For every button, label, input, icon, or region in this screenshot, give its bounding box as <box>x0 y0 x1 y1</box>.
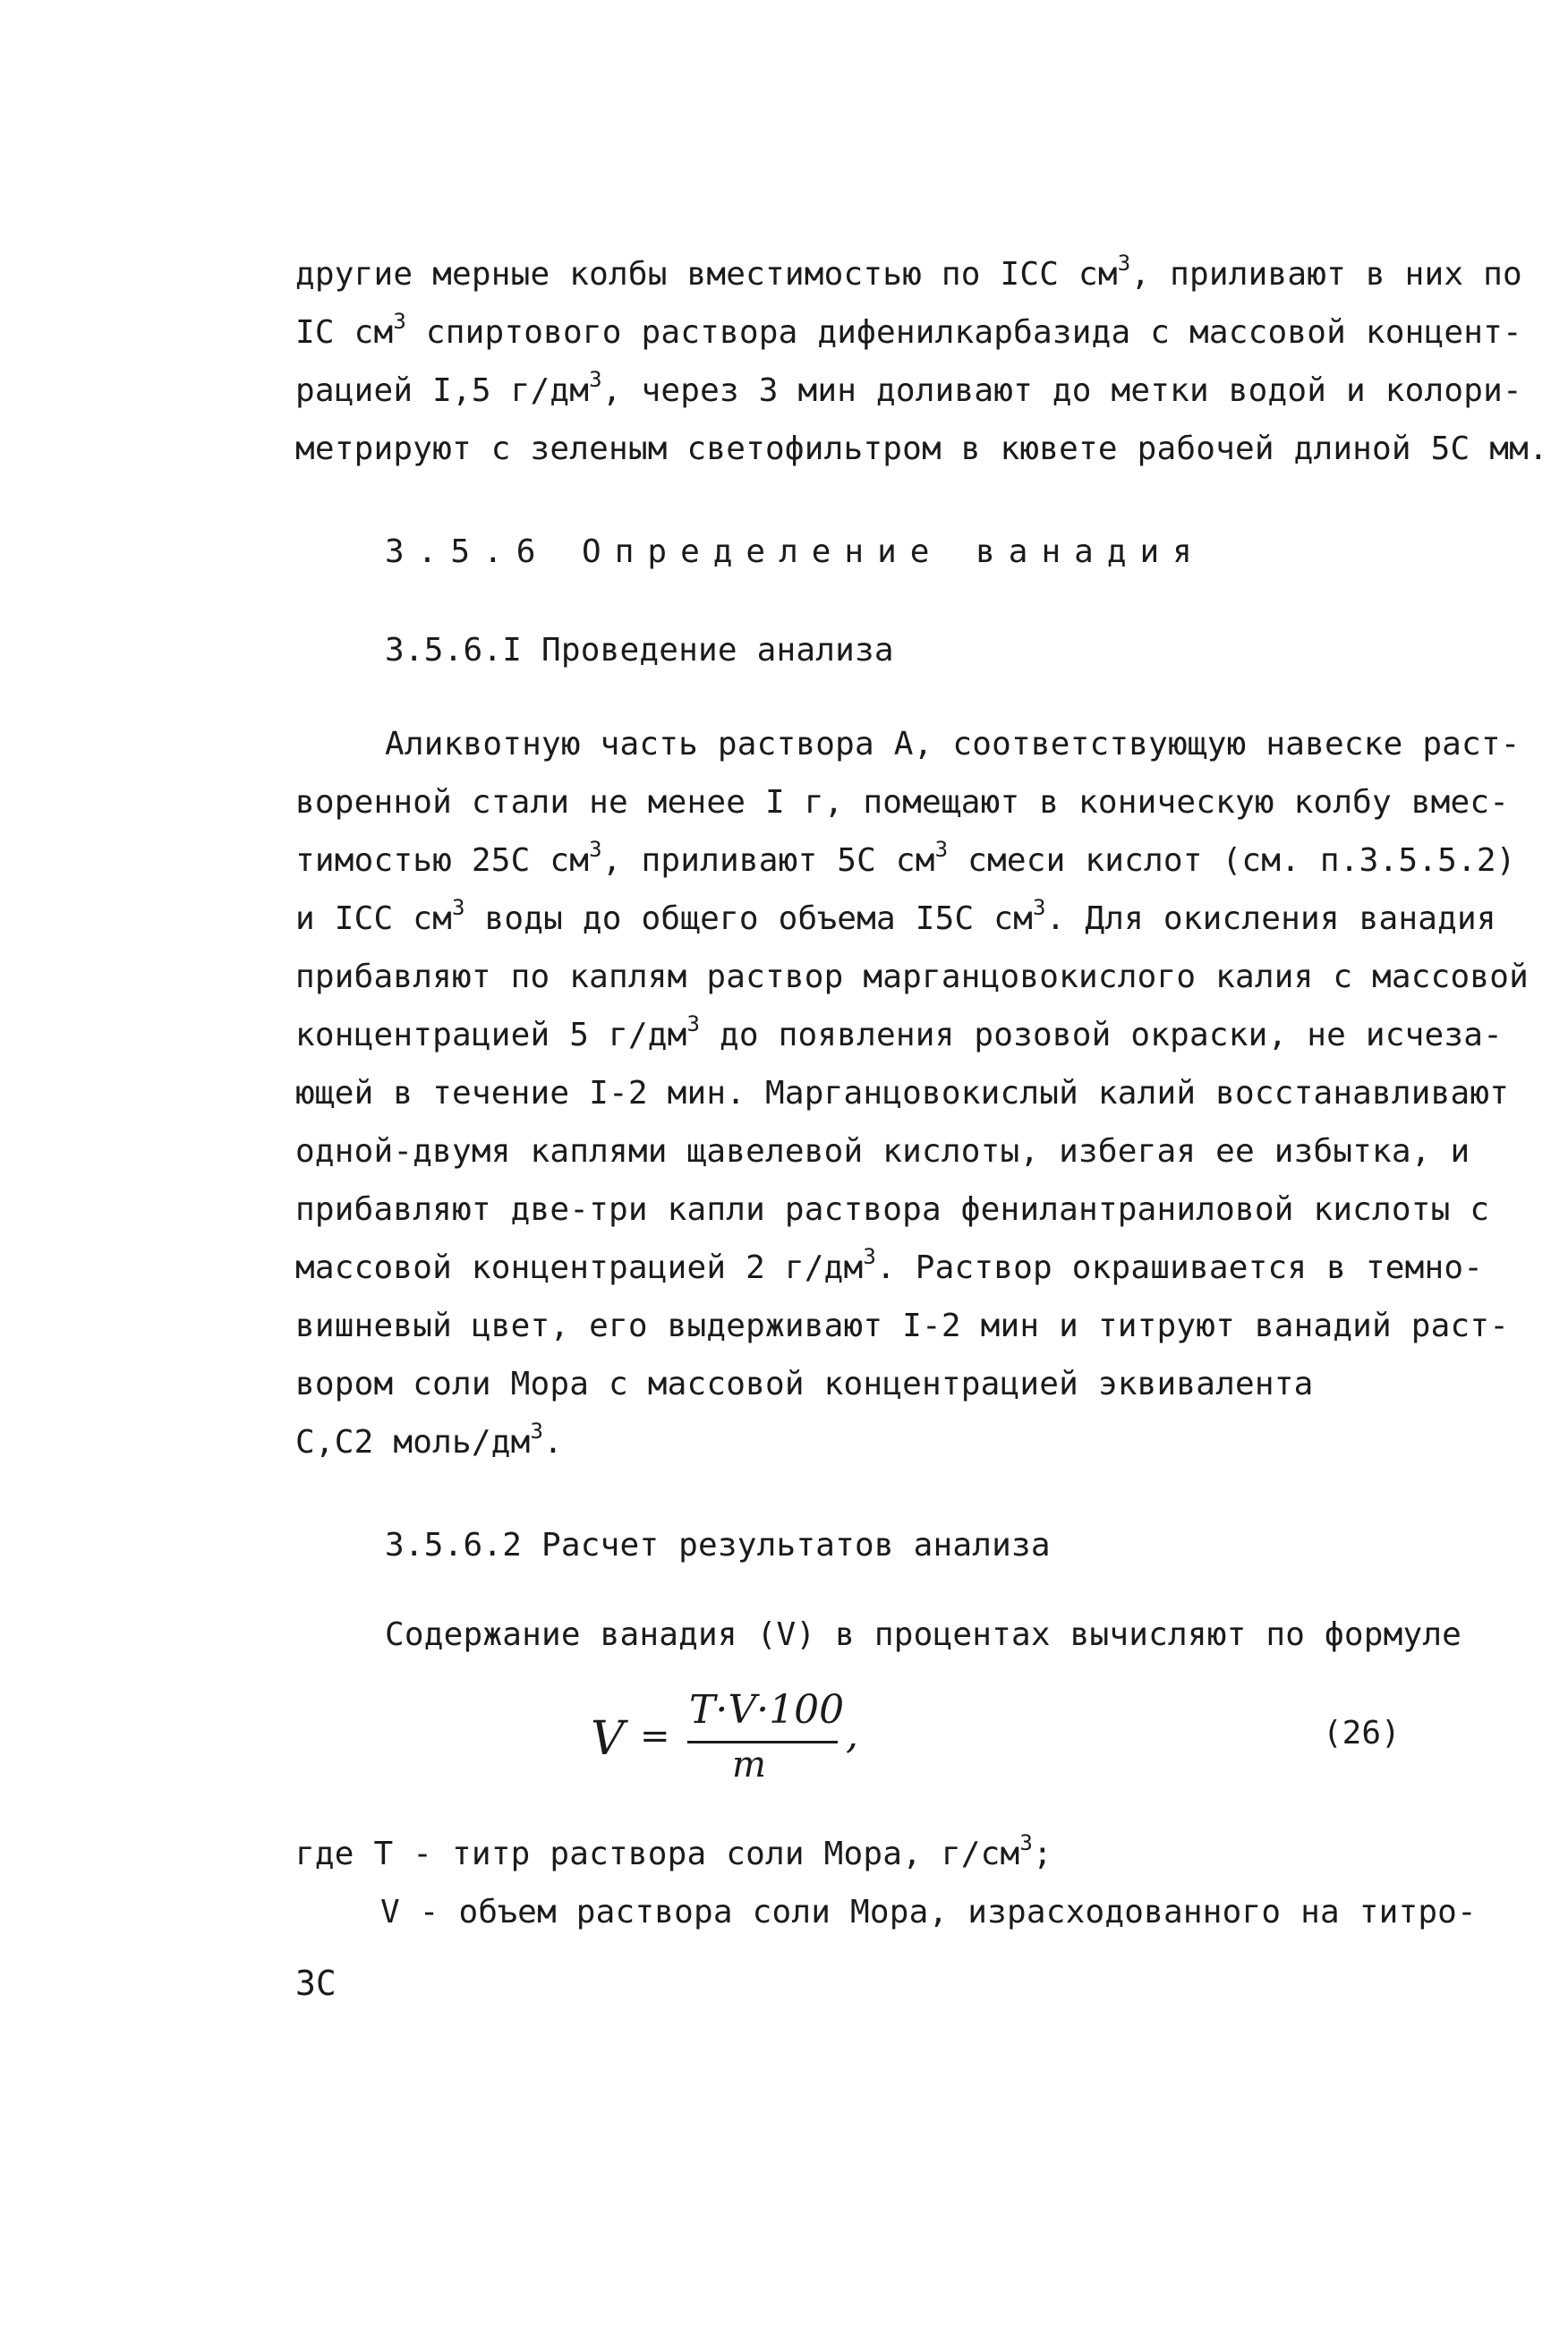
formula-comma: , <box>846 1712 858 1758</box>
section-heading: 3.5.6 Определение ванадия <box>385 533 1206 570</box>
formula-lhs: V <box>591 1712 625 1766</box>
text-line: Аликвотную часть раствора А, соответствующую навеске раст- <box>385 726 1521 763</box>
text-line: другие мерные колбы вместимостью по IСС $см^3$, приливают в них по <box>295 251 1522 293</box>
text-line: массовой концентрацией 2 $г/дм^3$. Раствор окрашивается в темно- <box>295 1244 1484 1286</box>
formula-number: (26) <box>1323 1715 1401 1752</box>
formula-equals: = <box>640 1716 670 1757</box>
subsection-heading: 3.5.6.I Проведение анализа <box>385 632 894 669</box>
formula-numerator: T·V·100 <box>689 1687 845 1733</box>
text-line: вишневый цвет, его выдерживают I-2 мин и титруют ванадий раст- <box>295 1308 1510 1344</box>
fraction-bar <box>687 1741 838 1743</box>
text-line: Содержание ванадия (V) в процентах вычисляют по формуле <box>385 1616 1462 1653</box>
text-line: V - объем раствора соли Мора, израсходованного на титро- <box>380 1894 1477 1931</box>
formula <box>582 1669 1083 1803</box>
text-line: где Т - титр раствора соли Мора, $г/см^3$; <box>295 1830 1052 1872</box>
text-line: прибавляют две-три капли раствора фенилантраниловой кислоты с <box>295 1191 1490 1228</box>
text-line: одной-двумя каплями щавелевой кислоты, избегая ее избытка, и <box>295 1133 1470 1170</box>
text-line: прибавляют по каплям раствор марганцовокислого калия с массовой <box>295 959 1530 995</box>
text-line: концентрацией 5 $г/дм^3$ до появления розовой окраски, не исчеза- <box>295 1011 1503 1053</box>
text-line: вором соли Мора с массовой концентрацией эквивалента <box>295 1366 1314 1402</box>
page-number: 3С <box>295 1964 337 2003</box>
text-line: и IСС $см^3$ воды до общего объема I5С $см^3$. Для окисления ванадия <box>295 895 1496 937</box>
text-line: С,С2 моль/$дм^3$. <box>295 1419 564 1461</box>
text-line: тимостью 25С $см^3$, приливают 5С $см^3$ смеси кислот (см. п.3.5.5.2) <box>295 837 1516 879</box>
formula-denominator: m <box>732 1744 766 1786</box>
text-line: рацией I,5 $г/дм^3$, через 3 мин доливают до метки водой и колори- <box>295 367 1522 409</box>
text-line: ющей в течение I-2 мин. Марганцовокислый калий восстанавливают <box>295 1075 1510 1112</box>
text-line: метрируют с зеленым светофильтром в кювете рабочей длиной 5С мм. <box>295 430 1548 467</box>
text-line: воренной стали не менее I г, помещают в коническую колбу вмес- <box>295 784 1510 821</box>
text-line: IС $см^3$ спиртового раствора дифенилкарбазида с массовой концент- <box>295 309 1522 351</box>
subsection-heading: 3.5.6.2 Расчет результатов анализа <box>385 1527 1051 1564</box>
